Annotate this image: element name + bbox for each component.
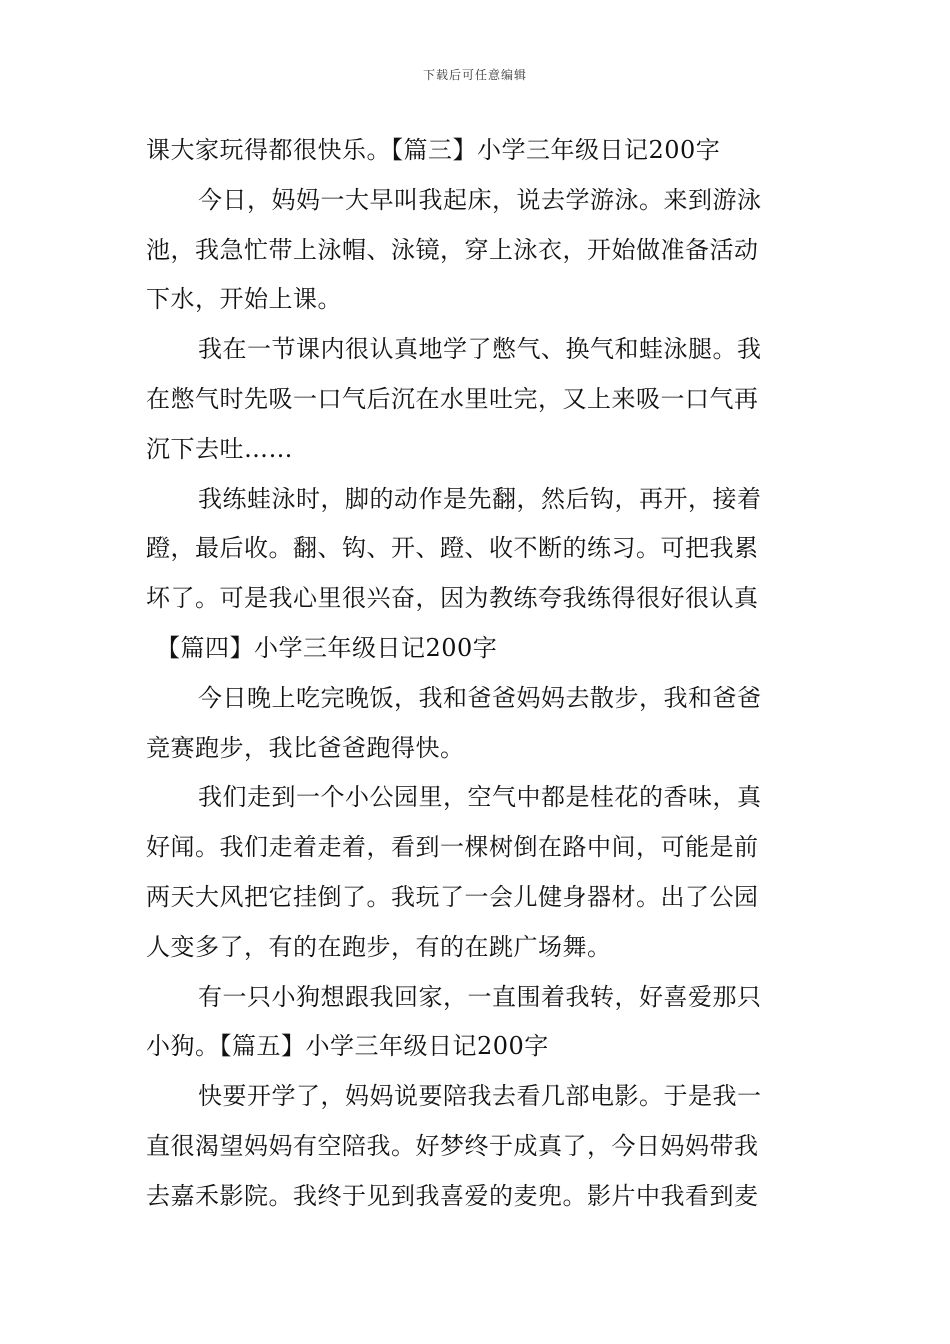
text-line: 快要开学了，妈妈说要陪我去看几部电影。于是我一 [198,1082,762,1111]
text-line: 在憋气时先吸一口气后沉在水里吐完，又上来吸一口气再 [146,384,759,413]
text-line: 我在一节课内很认真地学了憋气、换气和蛙泳腿。我 [198,335,762,364]
text-line: 人变多了，有的在跑步，有的在跳广场舞。 [146,932,612,961]
text-line: 沉下去吐…… [146,434,293,463]
text-line: 有一只小狗想跟我回家，一直围着我转，好喜爱那只 [198,982,762,1011]
text-line: 我们走到一个小公园里，空气中都是桂花的香味，真 [198,783,762,812]
text-line: 【篇四】小学三年级日记200字 [156,633,498,662]
text-line: 今日，妈妈一大早叫我起床，说去学游泳。来到游泳 [198,185,762,214]
text-line: 两天大风把它挂倒了。我玩了一会儿健身器材。出了公园 [146,882,759,911]
page-header: 下载后可任意编辑 [422,68,527,82]
text-line: 今日晚上吃完晚饭，我和爸爸妈妈去散步，我和爸爸 [198,683,762,712]
text-line: 我练蛙泳时，脚的动作是先翻，然后钩，再开，接着 [198,484,762,513]
text-line: 池，我急忙带上泳帽、泳镜，穿上泳衣，开始做准备活动 [146,235,759,264]
text-line: 小狗。【篇五】小学三年级日记200字 [146,1032,549,1061]
document-body [146,126,808,1222]
text-line: 下水，开始上课。 [146,285,342,314]
text-line: 课大家玩得都很快乐。【篇三】小学三年级日记200字 [146,136,721,164]
text-line: 直很渴望妈妈有空陪我。好梦终于成真了，今日妈妈带我 [146,1131,759,1160]
text-line: 竞赛跑步，我比爸爸跑得快。 [146,733,465,762]
text-line: 去嘉禾影院。我终于见到我喜爱的麦兜。影片中我看到麦 [146,1181,759,1210]
text-line: 坏了。可是我心里很兴奋，因为教练夸我练得很好很认真 [146,584,759,613]
text-line: 好闻。我们走着走着，看到一棵树倒在路中间，可能是前 [146,833,759,862]
text-line: 蹬，最后收。翻、钩、开、蹬、收不断的练习。可把我累 [146,534,759,563]
